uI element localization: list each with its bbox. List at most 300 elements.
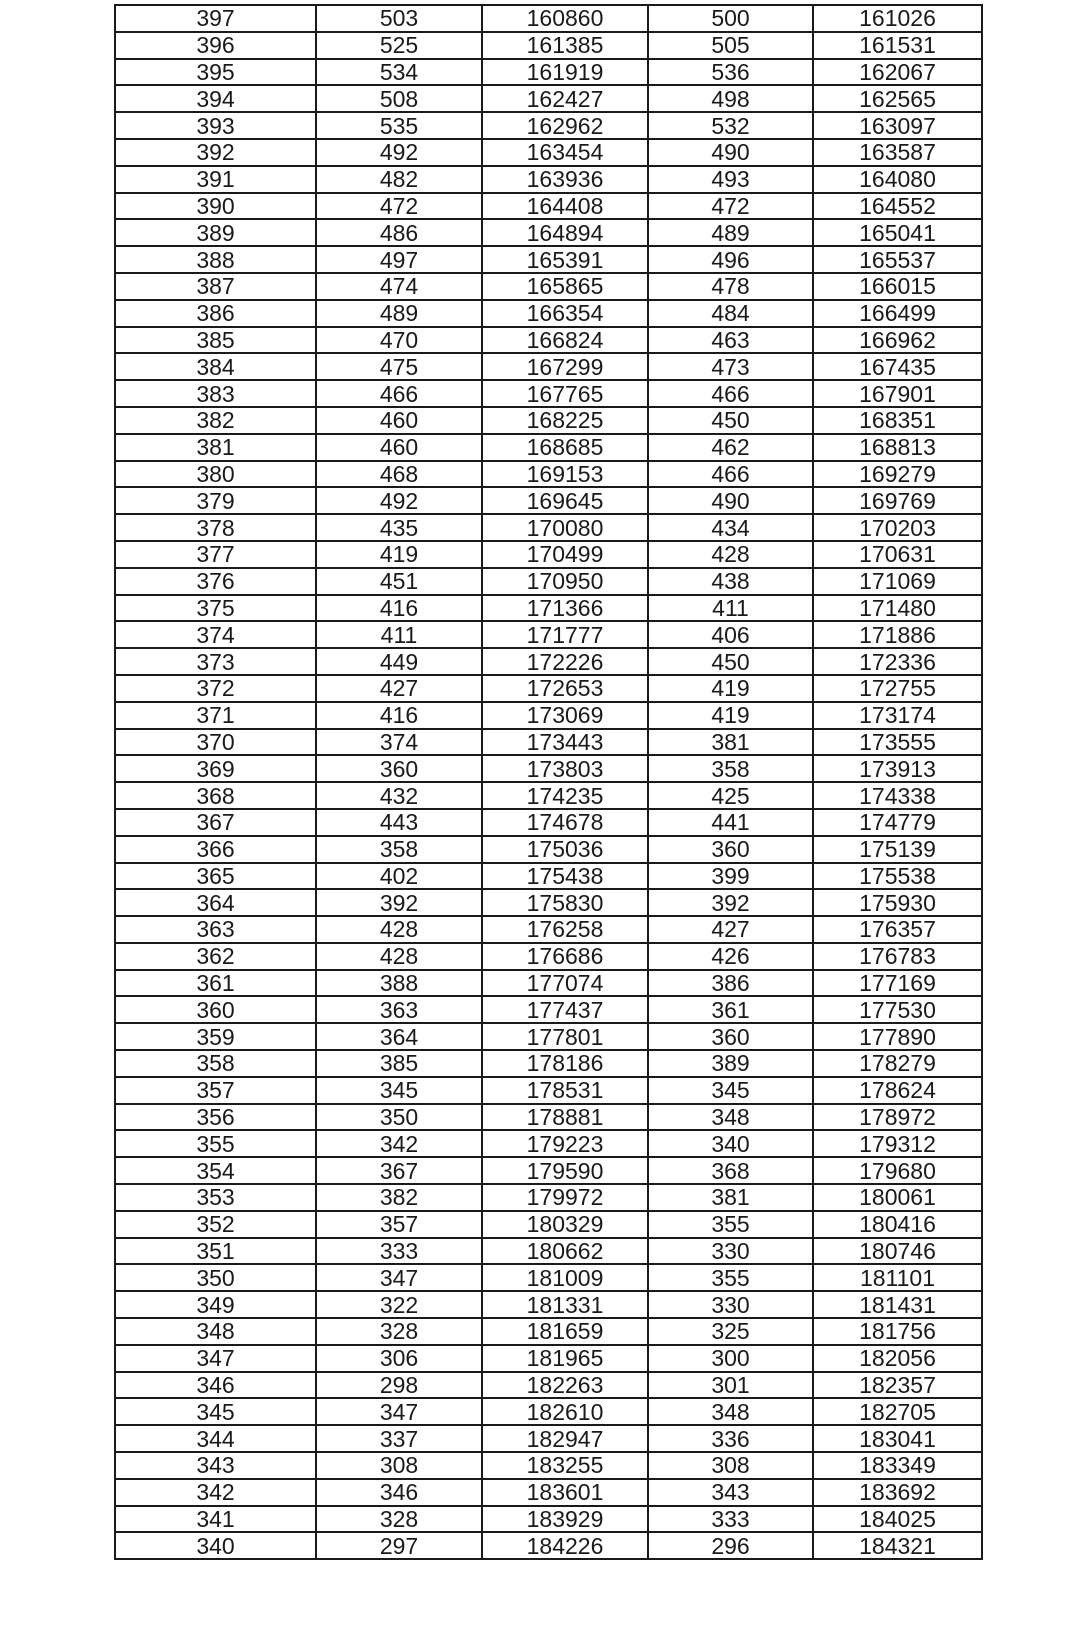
count-b-cell: 330: [648, 1291, 813, 1318]
table-row: [115, 889, 982, 916]
count-b-cell: 348: [648, 1104, 813, 1131]
cumulative-a-cell: 167299: [482, 353, 648, 380]
score-cell: 358: [115, 1050, 316, 1077]
table-row: [115, 487, 982, 514]
cumulative-a-cell: 182263: [482, 1372, 648, 1399]
cumulative-b-cell: 184025: [813, 1506, 982, 1533]
count-b-cell: 466: [648, 461, 813, 488]
count-b-cell: 345: [648, 1077, 813, 1104]
cumulative-b-cell: 172336: [813, 648, 982, 675]
score-cell: 385: [115, 327, 316, 354]
table-row: [115, 1506, 982, 1533]
count-a-cell: 297: [316, 1532, 482, 1559]
count-a-cell: 428: [316, 943, 482, 970]
cumulative-a-cell: 172653: [482, 675, 648, 702]
cumulative-a-cell: 181965: [482, 1345, 648, 1372]
score-cell: 366: [115, 836, 316, 863]
cumulative-a-cell: 160860: [482, 5, 648, 32]
cumulative-a-cell: 168685: [482, 434, 648, 461]
table-row: [115, 139, 982, 166]
cumulative-a-cell: 175438: [482, 863, 648, 890]
count-b-cell: 308: [648, 1452, 813, 1479]
cumulative-b-cell: 175538: [813, 863, 982, 890]
score-cell: 383: [115, 380, 316, 407]
table-row: [115, 1050, 982, 1077]
cumulative-a-cell: 174678: [482, 809, 648, 836]
count-b-cell: 496: [648, 246, 813, 273]
count-b-cell: 466: [648, 380, 813, 407]
cumulative-b-cell: 163587: [813, 139, 982, 166]
cumulative-b-cell: 177169: [813, 970, 982, 997]
score-cell: 356: [115, 1104, 316, 1131]
cumulative-b-cell: 173174: [813, 702, 982, 729]
table-row: [115, 675, 982, 702]
count-b-cell: 406: [648, 621, 813, 648]
table-row: [115, 1291, 982, 1318]
count-b-cell: 428: [648, 541, 813, 568]
count-b-cell: 360: [648, 1023, 813, 1050]
cumulative-a-cell: 176686: [482, 943, 648, 970]
score-cell: 367: [115, 809, 316, 836]
cumulative-b-cell: 182357: [813, 1372, 982, 1399]
cumulative-b-cell: 163097: [813, 112, 982, 139]
count-a-cell: 342: [316, 1130, 482, 1157]
table-row: [115, 85, 982, 112]
cumulative-a-cell: 183929: [482, 1506, 648, 1533]
table-row: [115, 219, 982, 246]
count-a-cell: 350: [316, 1104, 482, 1131]
score-cell: 350: [115, 1264, 316, 1291]
cumulative-a-cell: 178531: [482, 1077, 648, 1104]
count-a-cell: 470: [316, 327, 482, 354]
cumulative-a-cell: 165865: [482, 273, 648, 300]
cumulative-a-cell: 179223: [482, 1130, 648, 1157]
cumulative-a-cell: 173069: [482, 702, 648, 729]
cumulative-a-cell: 170080: [482, 514, 648, 541]
count-a-cell: 451: [316, 568, 482, 595]
table-row: [115, 863, 982, 890]
cumulative-a-cell: 178881: [482, 1104, 648, 1131]
cumulative-a-cell: 175036: [482, 836, 648, 863]
count-a-cell: 482: [316, 166, 482, 193]
cumulative-a-cell: 177801: [482, 1023, 648, 1050]
cumulative-b-cell: 169769: [813, 487, 982, 514]
table-row: [115, 1184, 982, 1211]
table-row: [115, 1452, 982, 1479]
table-row: [115, 1532, 982, 1559]
count-a-cell: 347: [316, 1398, 482, 1425]
count-a-cell: 411: [316, 621, 482, 648]
count-a-cell: 328: [316, 1318, 482, 1345]
score-cell: 365: [115, 863, 316, 890]
cumulative-a-cell: 180329: [482, 1211, 648, 1238]
table-row: [115, 1398, 982, 1425]
table-row: [115, 1130, 982, 1157]
table-row: [115, 5, 982, 32]
score-cell: 343: [115, 1452, 316, 1479]
score-cell: 376: [115, 568, 316, 595]
table-row: [115, 59, 982, 86]
cumulative-a-cell: 171366: [482, 595, 648, 622]
count-b-cell: 301: [648, 1372, 813, 1399]
cumulative-b-cell: 178279: [813, 1050, 982, 1077]
score-cell: 393: [115, 112, 316, 139]
score-cell: 360: [115, 996, 316, 1023]
count-a-cell: 492: [316, 139, 482, 166]
cumulative-b-cell: 170203: [813, 514, 982, 541]
count-b-cell: 498: [648, 85, 813, 112]
cumulative-a-cell: 181331: [482, 1291, 648, 1318]
score-cell: 377: [115, 541, 316, 568]
cumulative-a-cell: 174235: [482, 782, 648, 809]
score-cell: 370: [115, 729, 316, 756]
score-cell: 382: [115, 407, 316, 434]
count-b-cell: 360: [648, 836, 813, 863]
count-b-cell: 368: [648, 1157, 813, 1184]
score-cell: 341: [115, 1506, 316, 1533]
count-a-cell: 388: [316, 970, 482, 997]
table-row: [115, 1238, 982, 1265]
score-cell: 378: [115, 514, 316, 541]
count-b-cell: 489: [648, 219, 813, 246]
cumulative-a-cell: 182947: [482, 1425, 648, 1452]
score-cell: 384: [115, 353, 316, 380]
count-b-cell: 493: [648, 166, 813, 193]
count-a-cell: 535: [316, 112, 482, 139]
count-b-cell: 336: [648, 1425, 813, 1452]
count-a-cell: 363: [316, 996, 482, 1023]
table-row: [115, 327, 982, 354]
score-cell: 381: [115, 434, 316, 461]
score-cell: 354: [115, 1157, 316, 1184]
count-a-cell: 525: [316, 32, 482, 59]
cumulative-b-cell: 178624: [813, 1077, 982, 1104]
table-row: [115, 568, 982, 595]
score-cell: 390: [115, 193, 316, 220]
count-a-cell: 443: [316, 809, 482, 836]
table-row: [115, 166, 982, 193]
count-a-cell: 322: [316, 1291, 482, 1318]
cumulative-b-cell: 164080: [813, 166, 982, 193]
cumulative-b-cell: 173555: [813, 729, 982, 756]
cumulative-b-cell: 180061: [813, 1184, 982, 1211]
cumulative-a-cell: 175830: [482, 889, 648, 916]
cumulative-b-cell: 173913: [813, 755, 982, 782]
table-row: [115, 300, 982, 327]
count-a-cell: 333: [316, 1238, 482, 1265]
cumulative-a-cell: 182610: [482, 1398, 648, 1425]
cumulative-b-cell: 168813: [813, 434, 982, 461]
count-a-cell: 357: [316, 1211, 482, 1238]
count-b-cell: 419: [648, 675, 813, 702]
count-b-cell: 484: [648, 300, 813, 327]
count-b-cell: 389: [648, 1050, 813, 1077]
cumulative-b-cell: 166962: [813, 327, 982, 354]
cumulative-b-cell: 183041: [813, 1425, 982, 1452]
score-cell: 355: [115, 1130, 316, 1157]
count-b-cell: 392: [648, 889, 813, 916]
score-cell: 361: [115, 970, 316, 997]
cumulative-a-cell: 173803: [482, 755, 648, 782]
count-b-cell: 532: [648, 112, 813, 139]
count-a-cell: 392: [316, 889, 482, 916]
count-a-cell: 419: [316, 541, 482, 568]
cumulative-a-cell: 161919: [482, 59, 648, 86]
cumulative-b-cell: 180746: [813, 1238, 982, 1265]
table-row: [115, 407, 982, 434]
count-a-cell: 489: [316, 300, 482, 327]
count-a-cell: 416: [316, 702, 482, 729]
count-b-cell: 399: [648, 863, 813, 890]
table-row: [115, 1211, 982, 1238]
count-a-cell: 382: [316, 1184, 482, 1211]
cumulative-b-cell: 164552: [813, 193, 982, 220]
cumulative-a-cell: 164408: [482, 193, 648, 220]
cumulative-b-cell: 183349: [813, 1452, 982, 1479]
cumulative-a-cell: 164894: [482, 219, 648, 246]
count-a-cell: 492: [316, 487, 482, 514]
count-a-cell: 472: [316, 193, 482, 220]
count-a-cell: 475: [316, 353, 482, 380]
count-b-cell: 490: [648, 487, 813, 514]
count-a-cell: 503: [316, 5, 482, 32]
cumulative-b-cell: 171886: [813, 621, 982, 648]
count-b-cell: 355: [648, 1211, 813, 1238]
cumulative-b-cell: 166015: [813, 273, 982, 300]
count-a-cell: 360: [316, 755, 482, 782]
cumulative-b-cell: 177890: [813, 1023, 982, 1050]
cumulative-b-cell: 168351: [813, 407, 982, 434]
cumulative-b-cell: 167901: [813, 380, 982, 407]
table-row: [115, 514, 982, 541]
score-cell: 368: [115, 782, 316, 809]
cumulative-a-cell: 178186: [482, 1050, 648, 1077]
count-a-cell: 385: [316, 1050, 482, 1077]
cumulative-b-cell: 166499: [813, 300, 982, 327]
count-b-cell: 411: [648, 595, 813, 622]
table-row: [115, 1023, 982, 1050]
table-row: [115, 755, 982, 782]
count-a-cell: 460: [316, 407, 482, 434]
cumulative-a-cell: 171777: [482, 621, 648, 648]
score-cell: 394: [115, 85, 316, 112]
cumulative-b-cell: 170631: [813, 541, 982, 568]
count-b-cell: 505: [648, 32, 813, 59]
cumulative-b-cell: 177530: [813, 996, 982, 1023]
cumulative-a-cell: 167765: [482, 380, 648, 407]
count-b-cell: 472: [648, 193, 813, 220]
cumulative-a-cell: 168225: [482, 407, 648, 434]
count-b-cell: 438: [648, 568, 813, 595]
cumulative-b-cell: 175139: [813, 836, 982, 863]
table-row: [115, 1345, 982, 1372]
table-row: [115, 836, 982, 863]
table-row: [115, 461, 982, 488]
cumulative-a-cell: 184226: [482, 1532, 648, 1559]
count-b-cell: 340: [648, 1130, 813, 1157]
count-a-cell: 432: [316, 782, 482, 809]
score-cell: 397: [115, 5, 316, 32]
count-b-cell: 386: [648, 970, 813, 997]
count-a-cell: 346: [316, 1479, 482, 1506]
table-row: [115, 996, 982, 1023]
cumulative-b-cell: 178972: [813, 1104, 982, 1131]
count-b-cell: 478: [648, 273, 813, 300]
table-row: [115, 648, 982, 675]
count-b-cell: 490: [648, 139, 813, 166]
cumulative-b-cell: 171480: [813, 595, 982, 622]
score-table: [114, 4, 983, 1560]
table-row: [115, 246, 982, 273]
score-cell: 351: [115, 1238, 316, 1265]
count-b-cell: 381: [648, 1184, 813, 1211]
count-a-cell: 364: [316, 1023, 482, 1050]
cumulative-a-cell: 179972: [482, 1184, 648, 1211]
count-a-cell: 449: [316, 648, 482, 675]
cumulative-a-cell: 162427: [482, 85, 648, 112]
table-row: [115, 702, 982, 729]
cumulative-a-cell: 169153: [482, 461, 648, 488]
count-b-cell: 361: [648, 996, 813, 1023]
cumulative-b-cell: 161531: [813, 32, 982, 59]
count-b-cell: 330: [648, 1238, 813, 1265]
score-cell: 353: [115, 1184, 316, 1211]
count-b-cell: 441: [648, 809, 813, 836]
cumulative-a-cell: 172226: [482, 648, 648, 675]
cumulative-a-cell: 176258: [482, 916, 648, 943]
cumulative-a-cell: 166354: [482, 300, 648, 327]
score-cell: 342: [115, 1479, 316, 1506]
count-b-cell: 450: [648, 407, 813, 434]
table-row: [115, 595, 982, 622]
score-cell: 344: [115, 1425, 316, 1452]
cumulative-b-cell: 179312: [813, 1130, 982, 1157]
score-cell: 362: [115, 943, 316, 970]
cumulative-a-cell: 183255: [482, 1452, 648, 1479]
count-b-cell: 427: [648, 916, 813, 943]
score-table-body: [115, 5, 982, 1559]
table-row: [115, 541, 982, 568]
count-b-cell: 419: [648, 702, 813, 729]
cumulative-a-cell: 177074: [482, 970, 648, 997]
count-a-cell: 468: [316, 461, 482, 488]
cumulative-b-cell: 176783: [813, 943, 982, 970]
score-cell: 396: [115, 32, 316, 59]
count-a-cell: 435: [316, 514, 482, 541]
cumulative-b-cell: 162565: [813, 85, 982, 112]
cumulative-a-cell: 181659: [482, 1318, 648, 1345]
table-row: [115, 970, 982, 997]
table-row: [115, 943, 982, 970]
count-a-cell: 298: [316, 1372, 482, 1399]
count-b-cell: 296: [648, 1532, 813, 1559]
cumulative-b-cell: 181431: [813, 1291, 982, 1318]
score-cell: 345: [115, 1398, 316, 1425]
count-b-cell: 358: [648, 755, 813, 782]
cumulative-a-cell: 161385: [482, 32, 648, 59]
cumulative-b-cell: 180416: [813, 1211, 982, 1238]
score-table-container: [114, 4, 981, 1650]
score-cell: 374: [115, 621, 316, 648]
count-a-cell: 337: [316, 1425, 482, 1452]
score-cell: 348: [115, 1318, 316, 1345]
count-a-cell: 328: [316, 1506, 482, 1533]
cumulative-a-cell: 162962: [482, 112, 648, 139]
count-a-cell: 427: [316, 675, 482, 702]
table-row: [115, 1157, 982, 1184]
table-row: [115, 1104, 982, 1131]
cumulative-b-cell: 179680: [813, 1157, 982, 1184]
score-cell: 372: [115, 675, 316, 702]
count-a-cell: 347: [316, 1264, 482, 1291]
cumulative-b-cell: 165041: [813, 219, 982, 246]
score-cell: 369: [115, 755, 316, 782]
score-cell: 391: [115, 166, 316, 193]
table-row: [115, 380, 982, 407]
score-cell: 392: [115, 139, 316, 166]
table-row: [115, 273, 982, 300]
count-a-cell: 416: [316, 595, 482, 622]
cumulative-b-cell: 182056: [813, 1345, 982, 1372]
cumulative-b-cell: 181101: [813, 1264, 982, 1291]
count-b-cell: 536: [648, 59, 813, 86]
score-cell: 375: [115, 595, 316, 622]
table-row: [115, 353, 982, 380]
count-a-cell: 306: [316, 1345, 482, 1372]
score-cell: 380: [115, 461, 316, 488]
count-b-cell: 462: [648, 434, 813, 461]
table-row: [115, 1318, 982, 1345]
cumulative-b-cell: 162067: [813, 59, 982, 86]
count-a-cell: 428: [316, 916, 482, 943]
table-row: [115, 916, 982, 943]
table-row: [115, 112, 982, 139]
count-a-cell: 497: [316, 246, 482, 273]
table-row: [115, 193, 982, 220]
score-cell: 363: [115, 916, 316, 943]
count-a-cell: 466: [316, 380, 482, 407]
score-cell: 386: [115, 300, 316, 327]
count-b-cell: 333: [648, 1506, 813, 1533]
score-cell: 340: [115, 1532, 316, 1559]
score-cell: 352: [115, 1211, 316, 1238]
score-cell: 379: [115, 487, 316, 514]
count-a-cell: 367: [316, 1157, 482, 1184]
score-cell: 389: [115, 219, 316, 246]
cumulative-b-cell: 165537: [813, 246, 982, 273]
count-a-cell: 308: [316, 1452, 482, 1479]
cumulative-b-cell: 161026: [813, 5, 982, 32]
count-a-cell: 358: [316, 836, 482, 863]
count-a-cell: 402: [316, 863, 482, 890]
table-row: [115, 1264, 982, 1291]
count-a-cell: 374: [316, 729, 482, 756]
count-b-cell: 381: [648, 729, 813, 756]
score-cell: 349: [115, 1291, 316, 1318]
table-row: [115, 434, 982, 461]
count-b-cell: 463: [648, 327, 813, 354]
count-b-cell: 450: [648, 648, 813, 675]
cumulative-a-cell: 177437: [482, 996, 648, 1023]
count-b-cell: 473: [648, 353, 813, 380]
cumulative-b-cell: 174779: [813, 809, 982, 836]
cumulative-a-cell: 181009: [482, 1264, 648, 1291]
cumulative-b-cell: 167435: [813, 353, 982, 380]
count-b-cell: 434: [648, 514, 813, 541]
count-a-cell: 345: [316, 1077, 482, 1104]
cumulative-b-cell: 172755: [813, 675, 982, 702]
table-row: [115, 1479, 982, 1506]
